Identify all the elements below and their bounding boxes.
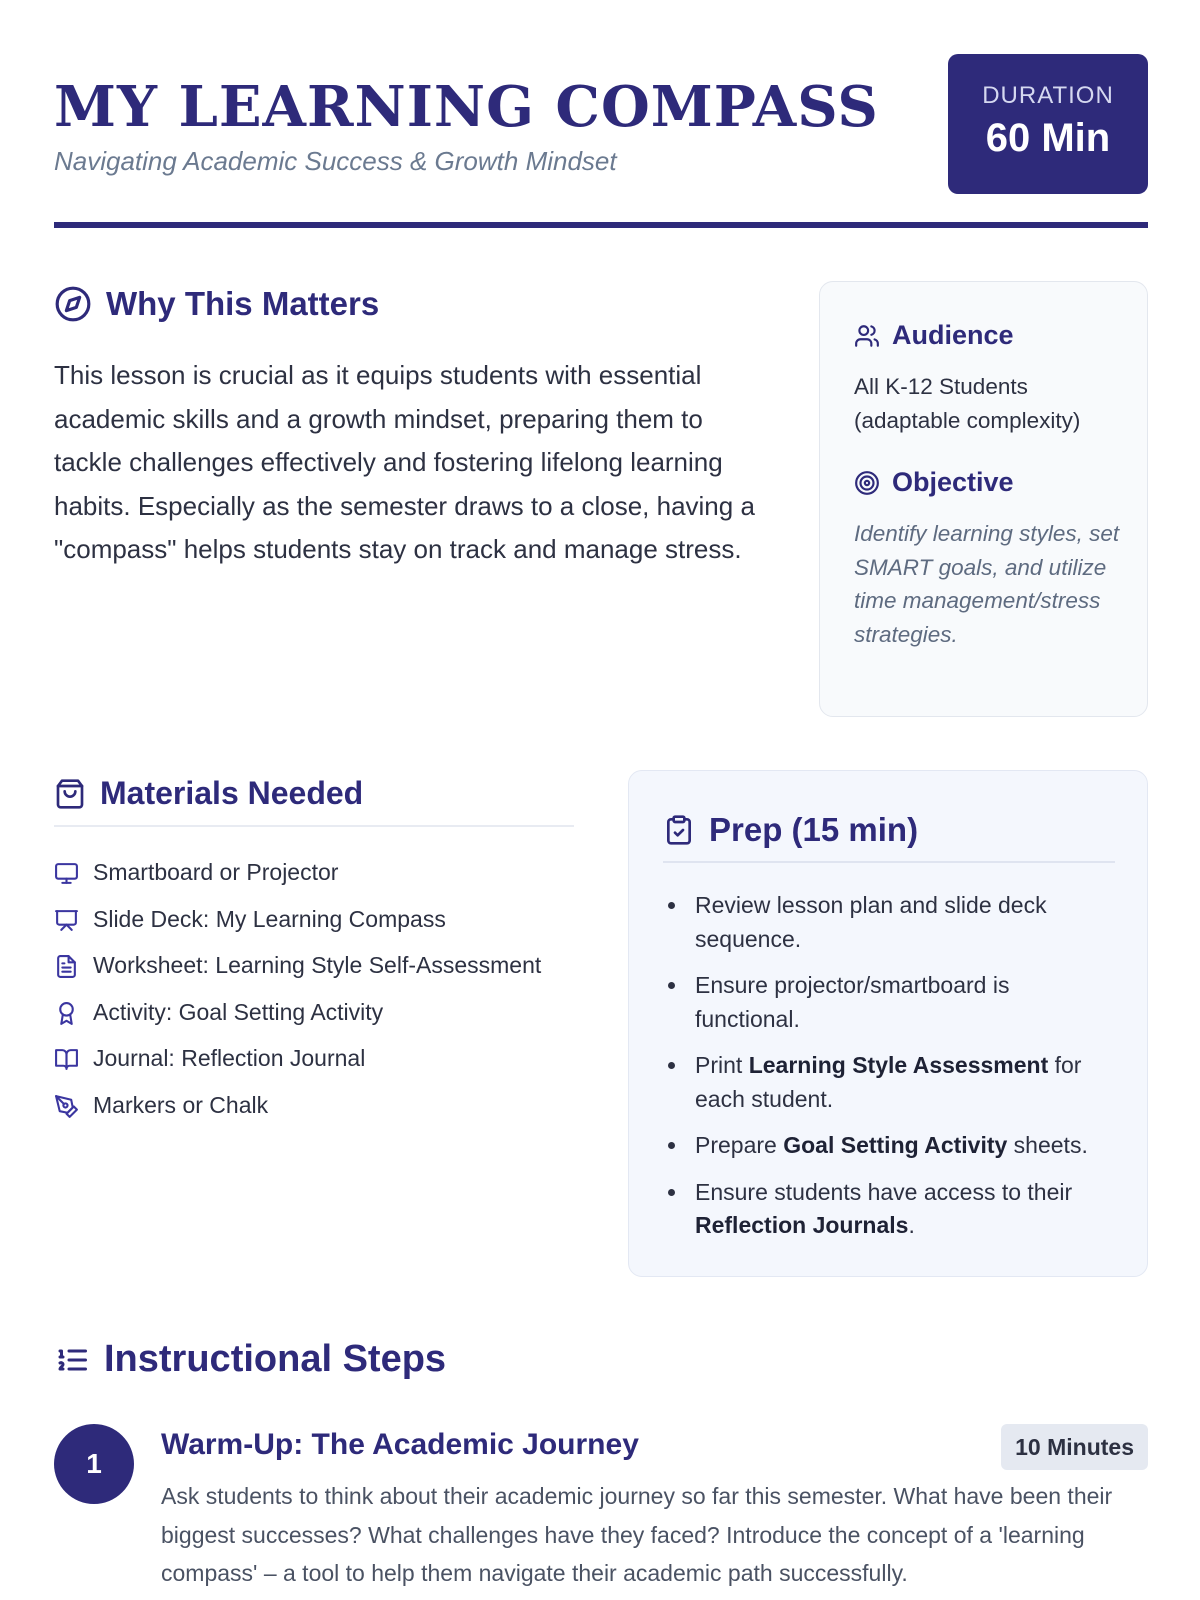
materials-heading-text: Materials Needed <box>100 775 364 811</box>
material-label: Journal: Reflection Journal <box>93 1045 366 1071</box>
users-icon <box>854 323 880 349</box>
prep-text: Ensure students have access to their <box>695 1178 1073 1205</box>
objective-heading-text: Objective <box>892 467 1014 497</box>
list-item <box>54 996 574 1029</box>
prep-text: Print <box>695 1052 749 1078</box>
list-item <box>689 889 1119 956</box>
step-title: Warm-Up: The Academic Journey <box>161 1428 639 1461</box>
list-item <box>54 856 574 889</box>
list-item <box>54 1042 574 1075</box>
duration-badge <box>948 54 1148 194</box>
prep-heading <box>663 811 918 849</box>
target-icon <box>854 470 880 496</box>
list-item <box>689 1129 1119 1163</box>
prep-heading-text: Prep (15 min) <box>709 811 919 848</box>
prep-text: . <box>908 1212 915 1238</box>
prep-divider <box>663 861 1115 863</box>
audience-heading <box>854 320 1014 351</box>
prep-card <box>628 770 1148 1277</box>
page-subtitle: Navigating Academic Success & Growth Mindset <box>54 146 617 176</box>
compass-icon <box>54 285 92 323</box>
materials-list <box>54 856 574 1135</box>
lesson-plan-page <box>54 0 1148 1600</box>
objective-heading <box>854 467 1014 498</box>
presentation-icon <box>54 908 79 933</box>
list-item <box>689 969 1119 1036</box>
prep-list <box>689 889 1119 1256</box>
audience-text: All K-12 Students (adaptable complexity) <box>854 374 1081 433</box>
prep-text: sheets. <box>1007 1132 1088 1158</box>
clipboard-check-icon <box>663 814 695 846</box>
step-time-badge: 10 Minutes <box>1001 1424 1148 1470</box>
audience-objective-card <box>819 281 1148 717</box>
material-label: Activity: Goal Setting Activity <box>93 998 384 1025</box>
steps-section-heading <box>54 1338 446 1381</box>
prep-text: for each student. <box>695 1052 1082 1112</box>
prep-text: Review lesson plan and slide deck sequence. <box>695 892 1047 952</box>
list-item <box>54 1089 574 1122</box>
steps-heading-text: Instructional Steps <box>104 1338 447 1380</box>
award-icon <box>54 1001 79 1026</box>
monitor-icon <box>54 861 79 886</box>
list-ordered-icon <box>54 1342 90 1378</box>
material-label: Worksheet: Learning Style Self-Assessment <box>93 952 542 978</box>
page-header <box>54 54 1148 228</box>
pen-tool-icon <box>54 1094 79 1119</box>
why-heading-text: Why This Matters <box>106 285 380 322</box>
book-open-icon <box>54 1047 79 1072</box>
why-paragraph: This lesson is crucial as it equips students with essential academic skills and a growth mindset, preparing them to tackle challenges effectively and fostering lifelong learning habits. Especially as the semester draws to a close, having a "compass" helps students stay on track and manage stress. <box>54 360 755 564</box>
objective-text: Identify learning styles, set SMART goals, and utilize time management/stress strategies. <box>854 521 1120 647</box>
materials-section-heading <box>54 775 363 812</box>
list-item <box>54 949 574 982</box>
material-label: Markers or Chalk <box>93 1091 269 1118</box>
audience-heading-text: Audience <box>892 320 1014 350</box>
step-number: 1 <box>54 1424 134 1504</box>
list-item <box>54 903 574 936</box>
duration-label: DURATION <box>982 82 1114 109</box>
list-item <box>689 1049 1119 1116</box>
material-label: Smartboard or Projector <box>93 859 339 885</box>
why-section-heading <box>54 285 379 323</box>
prep-text: Ensure projector/smartboard is functional. <box>695 972 1010 1032</box>
file-text-icon <box>54 954 79 979</box>
page-title: MY LEARNING COMPASS <box>54 74 879 140</box>
material-label: Slide Deck: My Learning Compass <box>93 905 446 932</box>
step-description: Ask students to think about their academic journey so far this semester. What have been their biggest successes? What challenges have they faced? Introduce the concept of a 'learning compass' – a tool to help them navigate their academic path successfully. <box>161 1483 1113 1586</box>
shopping-bag-icon <box>54 778 86 810</box>
prep-text: Prepare <box>695 1132 784 1158</box>
list-item <box>689 1176 1119 1243</box>
prep-emphasis: Reflection Journals <box>695 1212 909 1238</box>
prep-emphasis: Learning Style Assessment <box>748 1052 1049 1078</box>
duration-value: 60 Min <box>985 116 1111 160</box>
materials-divider <box>54 825 574 827</box>
prep-emphasis: Goal Setting Activity <box>783 1132 1008 1158</box>
